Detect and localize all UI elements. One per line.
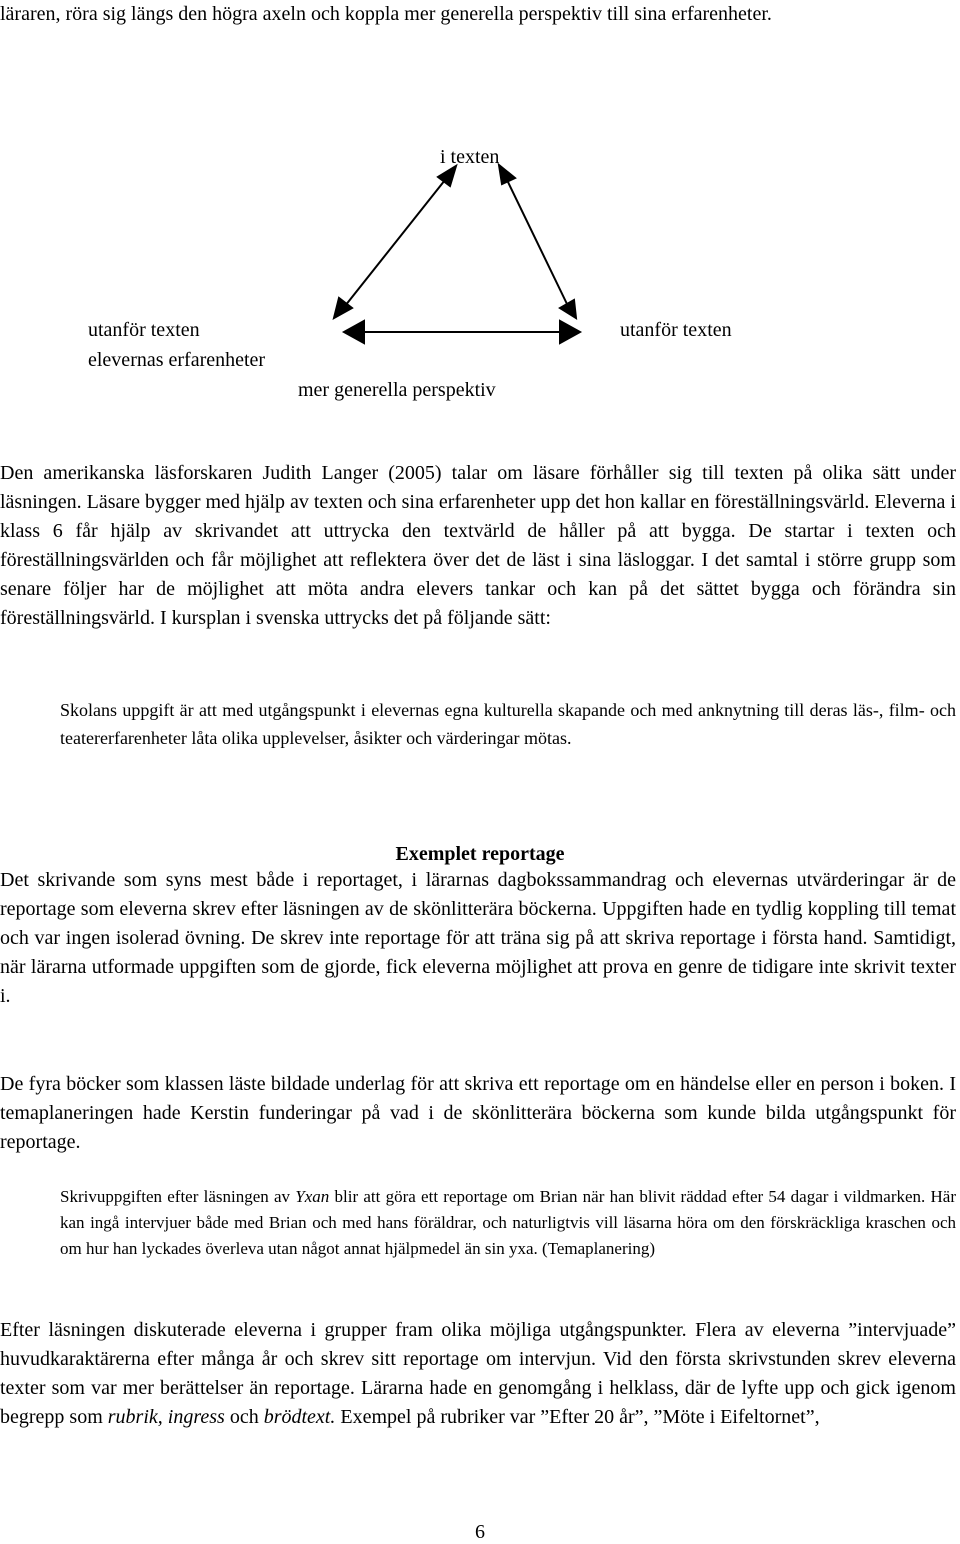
book-title: Yxan [295,1187,330,1206]
temaplanering-quote [60,1184,956,1262]
diagram-bottom-label: mer generella perspektiv [298,379,496,401]
arrowhead-bottom-right [560,300,576,318]
page-number: 6 [475,1521,485,1543]
diagram-right-label: utanför texten [620,319,732,341]
example-paragraph-1: Det skrivande som syns mest både i reportaget, i lärarnas dagbokssammandrag och elevernas utvärderingar är de reportage som eleverna skrev efter läsningen av de skönlitterära böckerna. Uppgiften hade en tydlig koppling till temat och var ingen isolerad övning. De skrev inte reportage för att träna sig på att skriva reportage i första hand. Samtidigt, när lärarna utformade uppgiften som de gjorde, fick eleverna möjlighet att prova en genre de tidigare inte skrivit texter i. [0,869,956,1007]
arrowhead-top-left [438,166,456,186]
term-ingress: ingress [167,1406,225,1428]
arrow-left-diagonal [345,180,445,306]
separator-2: och [224,1406,264,1428]
arrowhead-left [344,321,364,343]
arrowhead-top-right [499,165,515,184]
diagram-arrows [0,140,960,360]
section-heading: Exemplet reportage [395,843,565,865]
after-text-part1: Efter läsningen diskuterade eleverna i grupper fram olika möjliga utgångspunkter. Flera av eleverna ”intervjuade” huvudkaraktärerna efter många år och skrev sitt reportage om intervjun. Vid den första skrivstunden skrev eleverna texter som var mer berättelser än reportage. Lärarna hade en genomgång i helklass, där de lyfte upp och gick igenom begrepp som [0,1319,956,1428]
arrowhead-right [560,321,580,343]
example-paragraph-2: De fyra böcker som klassen läste bildade underlag för att skriva ett reportage om en händelse eller en person i boken. I temaplaneringen hade Kerstin funderingar på vad i de skönlitterära böckerna som kunde bilda utgångspunkt för reportage. [0,1073,956,1153]
term-brodtext: brödtext. [263,1406,336,1428]
diagram-left-sublabel: elevernas erfarenheter [88,349,266,371]
after-reading-paragraph [0,1316,956,1432]
quote-text-after: blir att göra ett reportage om Brian när han blivit räddad efter 54 dagar i vildmarken. Här kan ingå intervjuer både med Brian och med hans föräldrar, och naturligtvis vill läsarna höra om den förskräckliga kraschen och om hur han lyckades överleva utan något annat hjälpmedel än sin yxa. (Temaplanering) [60,1187,957,1258]
langer-paragraph: Den amerikanska läsforskaren Judith Langer (2005) talar om läsare förhåller sig till texten på olika sätt under läsningen. Läsare bygger med hjälp av texten och sina erfarenheter upp det hon kallar en föreställningsvärld. Eleverna i klass 6 får hjälp av skrivandet att uttrycka den textvärld de håller på att bygga. De startar i texten och föreställningsvärlden och får möjlighet att reflektera över det de läst i sina läsloggar. I det samtal i större grupp som senare följer har de möjlighet att möta andra elevers tankar och kan på det sättet bygga och förändra sin föreställningsvärld. I kursplan i svenska uttrycks det på följande sätt: [0,462,956,629]
quote-text-before: Skrivuppgiften efter läsningen av [60,1187,296,1206]
diagram-left-label: utanför texten [88,319,200,341]
arrow-right-diagonal [507,180,567,304]
term-rubrik: rubrik, [107,1406,163,1428]
kursplan-quote: Skolans uppgift är att med utgångspunkt i elevernas egna kulturella skapande och med anknytning till deras läs-, film- och teatererfarenheter låta olika upplevelser, åsikter och värderingar mötas. [60,700,956,748]
diagram-top-label: i texten [440,146,500,168]
intro-paragraph: läraren, röra sig längs den högra axeln och koppla mer generella perspektiv till sina erfarenheter. [0,3,772,25]
after-text-part2: Exempel på rubriker var ”Efter 20 år”, ”Möte i Eifeltornet”, [335,1406,820,1428]
